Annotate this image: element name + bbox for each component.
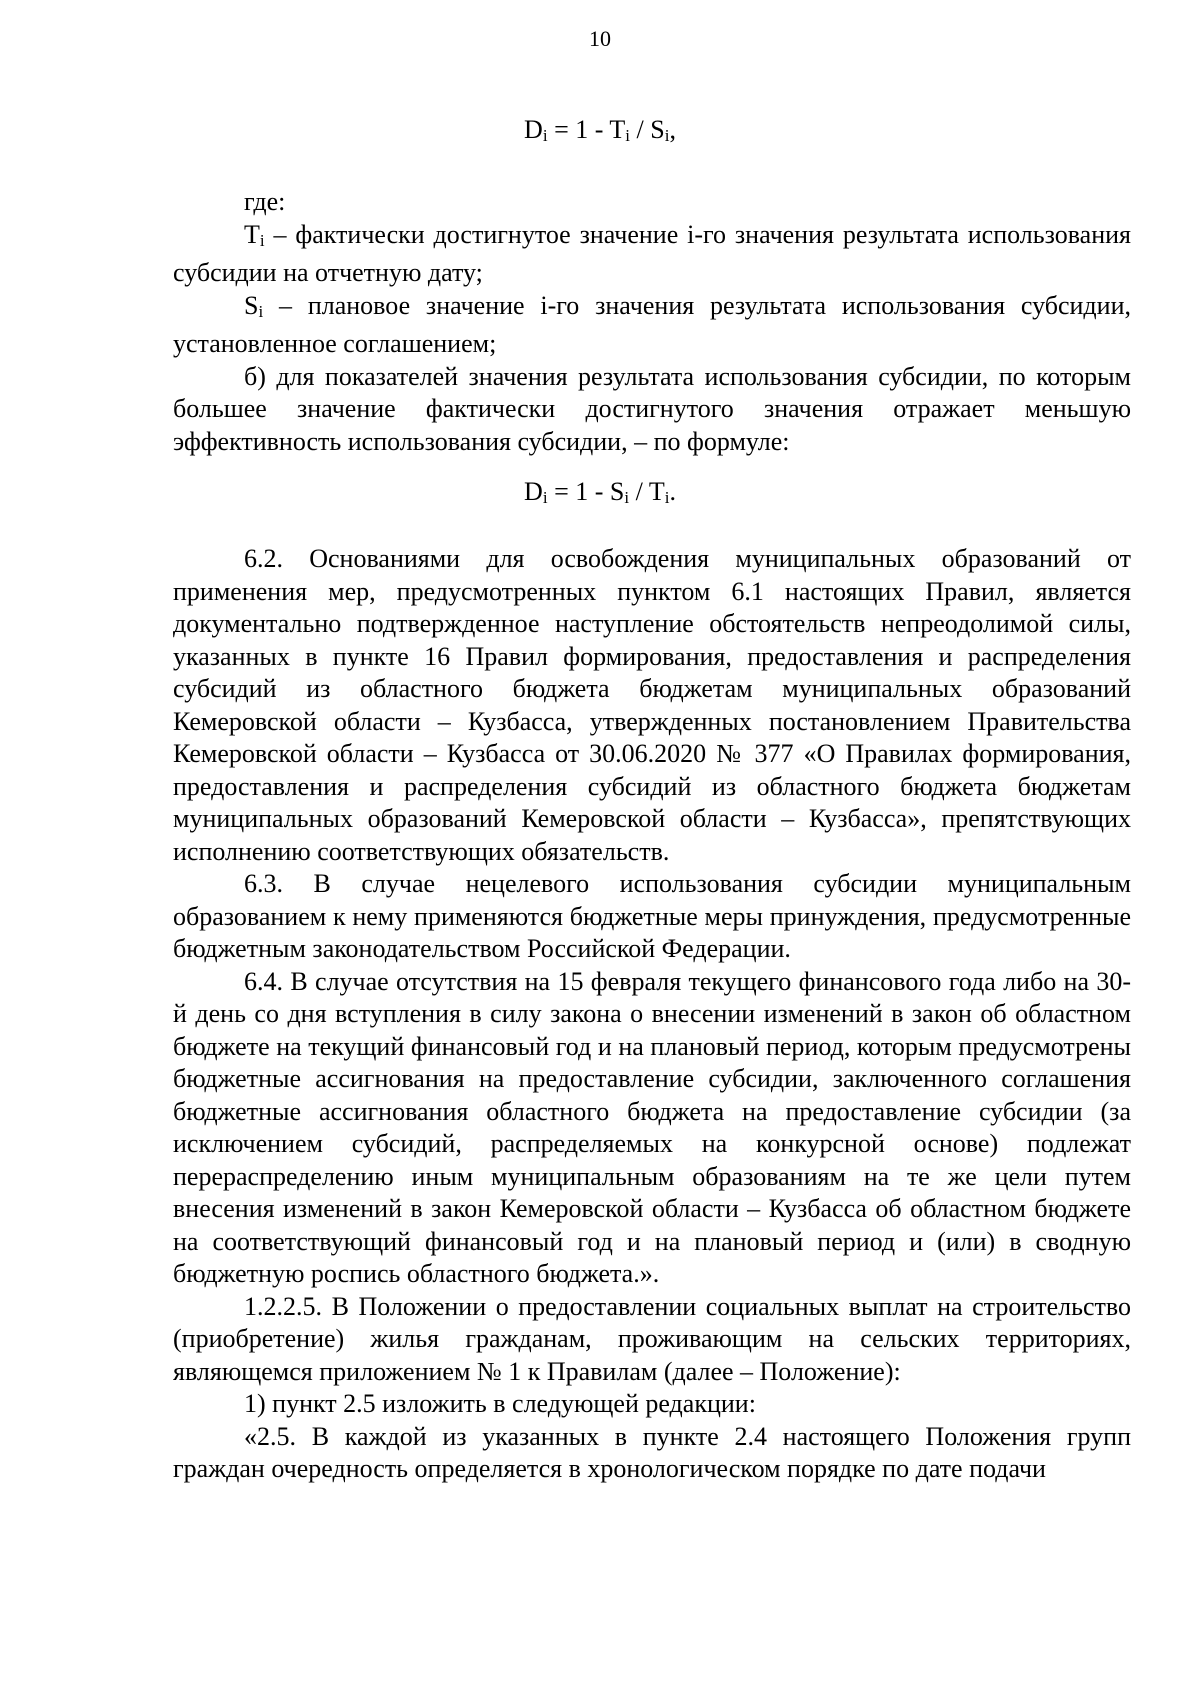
formula-increasing	[0, 114, 1200, 152]
formula-part: .	[669, 477, 676, 506]
definitions-block	[173, 186, 1131, 458]
paragraph-6-3: 6.3. В случае нецелевого использования субсидии муниципальным образованием к нему применяются бюджетные меры принуждения, предусмотренные бюджетным законодательством Российской Федерации.	[173, 869, 1131, 963]
formula-subscript: i	[625, 126, 631, 145]
paragraph-item-1: 1) пункт 2.5 изложить в следующей редакции:	[244, 1389, 756, 1418]
definition-s	[173, 290, 1131, 361]
definition-t-text: – фактически достигнутое значение i-го значения результата использования субсидии на отчетную дату;	[173, 219, 1131, 287]
formula-decreasing	[0, 476, 1200, 514]
page-number: 10	[589, 26, 611, 51]
paragraph-6-2: 6.2. Основаниями для освобождения муниципальных образований от применения мер, предусмотренных пунктом 6.1 настоящих Правил, является документально подтвержденное наступление обстоятельств непреодолимой силы, указанных в пункте 16 Правил формирования, предоставления и распределения субсидий из областного бюджета бюджетам муниципальных образований Кемеровской области – Кузбасса, утвержденных постановлением Правительства Кемеровской области – Кузбасса от 30.06.2020 № 377 «О Правилах формирования, предоставления и распределения субсидий из областного бюджета бюджетам муниципальных образований Кемеровской области – Кузбасса», препятствующих исполнению соответствующих обязательств.	[173, 544, 1131, 866]
var-letter-t: T	[244, 219, 260, 249]
definition-t	[173, 219, 1131, 290]
formula-var-d: D	[524, 477, 543, 506]
formula-subscript: i	[664, 126, 670, 145]
formula-part: / S	[630, 115, 665, 144]
formula-subscript: i	[664, 488, 670, 507]
formula-subscript: i	[542, 488, 548, 507]
where-label: где:	[244, 187, 286, 216]
formula-part: ,	[669, 115, 676, 144]
main-text-block	[173, 543, 1131, 1486]
var-letter-s: S	[244, 290, 259, 320]
paragraph-1-2-2-5: 1.2.2.5. В Положении о предоставлении социальных выплат на строительство (приобретение) жилья гражданам, проживающим на сельских территориях, являющемся приложением № 1 к Правилам (далее – Положение):	[173, 1291, 1131, 1386]
paragraph-6-4: 6.4. В случае отсутствия на 15 февраля текущего финансового года либо на 30-й день со дня вступления в силу закона о внесении изменений в закон об областном бюджете на текущий финансовый год и на плановый период, которым предусмотрены бюджетные ассигнования на предоставление субсидии, заключенного соглашения бюджетные ассигнования областного бюджета на предоставление субсидии (за исключением субсидий, распределяемых на конкурсной основе) подлежат перераспределению иным муниципальным образованиям на те же цели путем внесения изменений в закон Кемеровской области – Кузбасса об областном бюджете на соответствующий финансовый год и на плановый период и (или) в сводную бюджетную роспись областного бюджета.».	[173, 966, 1131, 1288]
formula-part: / T	[629, 477, 665, 506]
formula-var-d: D	[524, 115, 543, 144]
var-subscript: i	[258, 301, 264, 321]
paragraph-2-5: «2.5. В каждой из указанных в пункте 2.4 настоящего Положения групп граждан очередность определяется в хронологическом порядке по дате подачи	[173, 1421, 1131, 1483]
var-subscript: i	[259, 230, 265, 250]
formula-subscript: i	[542, 126, 548, 145]
formula-subscript: i	[624, 488, 630, 507]
definition-s-text: – плановое значение i-го значения результата использования субсидии, установленное соглашением;	[173, 290, 1131, 358]
paragraph-b: б) для показателей значения результата использования субсидии, по которым большее значение фактически достигнутого значения отражает меньшую эффективность использования субсидии, – по формуле:	[173, 361, 1131, 456]
formula-part: = 1 - T	[547, 115, 626, 144]
formula-part: = 1 - S	[547, 477, 625, 506]
